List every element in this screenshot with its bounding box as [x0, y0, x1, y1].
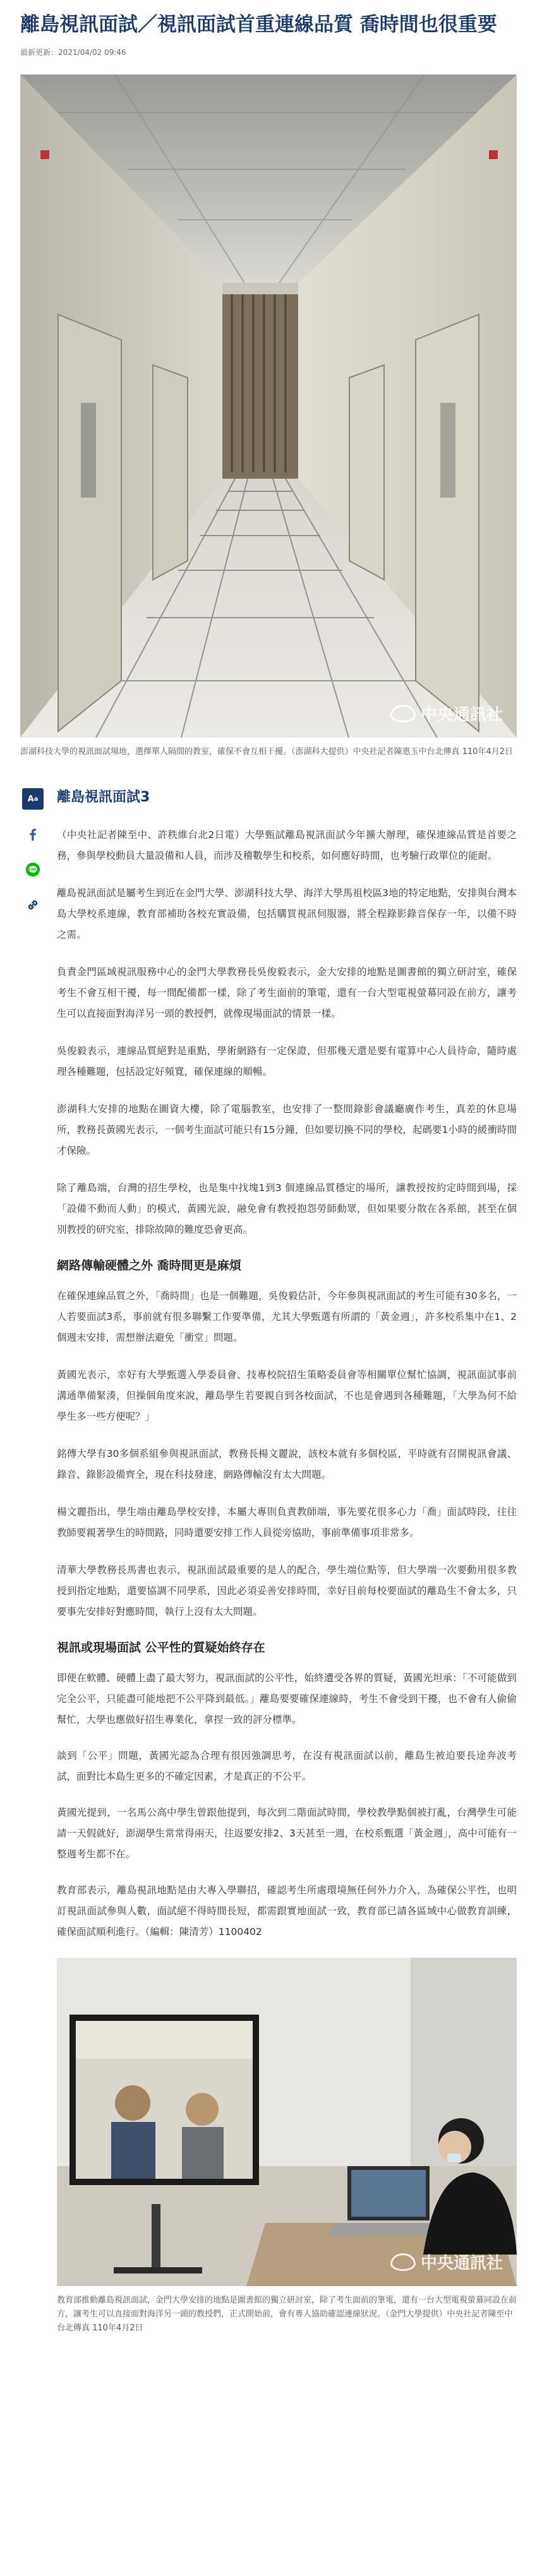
lead-photo-corridor[interactable] — [20, 75, 517, 738]
paragraph-10: 楊文麗指出，學生端由離島學校安排，本屬大專則負責教師端，事先要花很多心力「喬」面試時段，往往教師要親著學生的時間路，同時還要安排工作人員從旁協助，事前準備事項非常多。 — [57, 1506, 517, 1538]
copy-link-button[interactable] — [22, 894, 44, 916]
update-timestamp — [20, 47, 522, 58]
font-size-button[interactable] — [22, 788, 44, 810]
paragraph-7: 在確保連線品質之外，「喬時間」也是一個難題，吳俊毅估計，今年參與視訊面試的考生可能有30多名，一人若要面試3系，事前就有很多聯繫工作要準備，尤其大學甄選有所謂的「黃金週」，許多校系集中在1、2 個週末安排，需想辦法避免「衝堂」問題。 — [57, 1290, 517, 1343]
paragraph-14: 黃國光提到，一名馬公高中學生曾跟他提到，每次到二階面試時間，學校教學點個被打亂，台灣學生可能請一天假就好，澎湖學生常常得兩天，往返要安排2、3天甚至一週，在校系甄選「黃金週」，高中可能有一整週考生都不在。 — [57, 1807, 517, 1860]
paragraph-6: 除了離島端，台灣的招生學校，也是集中找塊1到3 個連線品質穩定的場所，讓教授按約定時間到場，採「設備不動而人動」的模式，黃國光說，融免會有教授抱怨勞師動眾，但如果要分散在各系館，甚至在個別教授的研究室，排除故障的難度恐會更高。 — [57, 1182, 517, 1235]
paragraph-8: 黃國光表示，幸好有大學甄選入學委員會、技專校院招生策略委員會等相關單位幫忙協調，視訊面試事前溝通準備緊湊，但操個角度來說，離島學生若要親自到各校面試，不也是會遇到各種難題，「大學為何不給學生多一些方便呢？」 — [57, 1369, 517, 1422]
paragraph-2: 離島視訊面試是屬考生到近在金門大學、澎湖科技大學、海洋大學馬祖校區3地的特定地點，安排與台灣本島大學校系連線，教育部補助各校充實設備，包括購買視訊伺服器，將全程錄影錄音保存一年，以備不時之需。 — [57, 887, 517, 940]
cna-logo-icon — [390, 2253, 416, 2271]
line-share-button[interactable] — [22, 859, 44, 880]
lead-photo-figure — [20, 75, 517, 759]
paragraph-13: 談到「公平」問題，黃國光認為合理有很因強調思考，在沒有視訊面試以前，離島生被迫要長途奔波考試，面對比本島生更多的不確定因素，才是真正的不公平。 — [57, 1750, 517, 1782]
article-body — [57, 788, 517, 2335]
article-headline: 離島視訊面試／視訊面試首重連線品質 喬時間也很重要 — [20, 13, 497, 36]
paragraph-12: 即便在軟體、硬體上盡了最大努力，視訊面試的公平性，始終遭受各界的質疑，黃國光坦承：「不可能做到完全公平，只能盡可能地把不公平降到最低。」離島要要確保連線時，考生不會受到干擾，也不會有人偷偷幫忙，大學也應做好招生專業化，拿捏一致的評分標準。 — [57, 1672, 517, 1725]
article-content-area — [20, 788, 522, 2335]
updated-time: 2021/04/02 09:46 — [58, 48, 126, 57]
paragraph-9: 銘傳大學有30多個系組參與視訊面試，教務長楊文麗說，該校本就有多個校區，平時就有召開視訊會議、錄音、錄影設備齊全，現在科技發達，網路傳輸沒有太大問題。 — [57, 1448, 517, 1480]
watermark-text: 中央通訊社 — [420, 705, 503, 724]
subhead-scheduling: 網路傳輸硬體之外 喬時間更是麻煩 — [57, 1259, 241, 1273]
second-photo-figure — [57, 1958, 517, 2335]
lead-photo-caption: 澎湖科技大學的視訊面試場地，選擇單人隔間的教室，確保不會互相干擾。（澎湖科大提供）中央社記者陳惠玉中台北傳真 110年4月2日 — [20, 747, 513, 757]
updated-label: 最新更新： — [20, 48, 59, 57]
svg-text:LINE: LINE — [28, 868, 37, 872]
cna-logo-icon — [390, 705, 416, 722]
second-photo-video-interview[interactable] — [57, 1958, 517, 2286]
cna-watermark-2 — [390, 2250, 503, 2273]
facebook-icon — [26, 827, 40, 841]
paragraph-1: （中央社記者陳至中、許秩維台北2日電）大學甄試離島視訊面試今年擴大辦理，確保連線品質是首要之務，參與學校動員大量設備和人員，而涉及稽數學生和校系，如何應好時間，也考驗行政單位的能耐。 — [57, 829, 517, 861]
facebook-share-button[interactable] — [22, 824, 44, 845]
font-size-label: A — [27, 794, 34, 804]
paragraph-11: 清華大學教務長馬書也表示，視訊面試最重要的是人的配合，學生端位點等，但大學端一次要動用很多教授到指定地點，還要協調不同學系，因此必須妥善安排時間，幸好目前每校要面試的離島生不會太多，只要事先安排好對應時間，執行上沒有太大問題。 — [57, 1564, 517, 1617]
cna-watermark — [390, 702, 503, 725]
interview-room-illustration — [57, 1958, 517, 2286]
paragraph-4: 吳俊毅表示，連線品質絕對是重點，學術網路有一定保證，但那幾天還是要有電算中心人員待命，隨時處理各種難題，包括設定好頻寬，確保連線的順暢。 — [57, 1045, 517, 1077]
watermark-text-2: 中央通訊社 — [420, 2254, 503, 2273]
paragraph-5: 澎湖科大安排的地點在圖資大樓，除了電腦教室，也安排了一整間錄影會議廳廣作考生，真差的休息場所，教務長黃國光表示，一個考生面試可能只有15分鐘，但如要切換不同的學校，起碼要1小時的緩衝時間才保險。 — [57, 1103, 517, 1156]
corridor-illustration — [20, 75, 517, 738]
paragraph-15: 教育部表示，離島視訊地點是由大專入學聯招，確認考生所處環境無任何外力介入，為確保公平性，也明訂視訊面試參與人數，面試絕不得時間長短，都需跟實地面試一致，教育部已請各區域中心做教育訓練，確保面試順利進行。（編輯：陳清芳）1100402 — [57, 1884, 517, 1938]
link-icon — [25, 897, 40, 913]
section-title: 離島視訊面試3 — [57, 789, 150, 805]
share-toolbar — [20, 788, 45, 916]
paragraph-3: 負責金門區域視訊服務中心的金門大學教務長吳俊毅表示，金大安排的地點是圖書館的獨立研討室，確保考生不會互相干擾，每一間配備都一樣，除了考生面前的筆電，還有一台大型電視螢幕同設在前方，讓考生可以直接面對海洋另一頭的教授們，就像現場面試的情景一樣。 — [57, 966, 517, 1019]
subhead-fairness: 視訊或現場面試 公平性的質疑始終存在 — [57, 1641, 265, 1655]
line-icon — [25, 862, 40, 877]
second-photo-caption: 教育部推動離島視訊面試，金門大學安排的地點是圖書館的獨立研討室，除了考生面前的筆電，還有一台大型電視螢幕同設在前方，讓考生可以直接面對海洋另一頭的教授們，正式開始前，會有專人協助確認連線狀況。（金門大學提供）中央社記者陳至中台北傳真 110年4月2日 — [57, 2296, 517, 2333]
font-size-sub: a — [33, 795, 39, 803]
